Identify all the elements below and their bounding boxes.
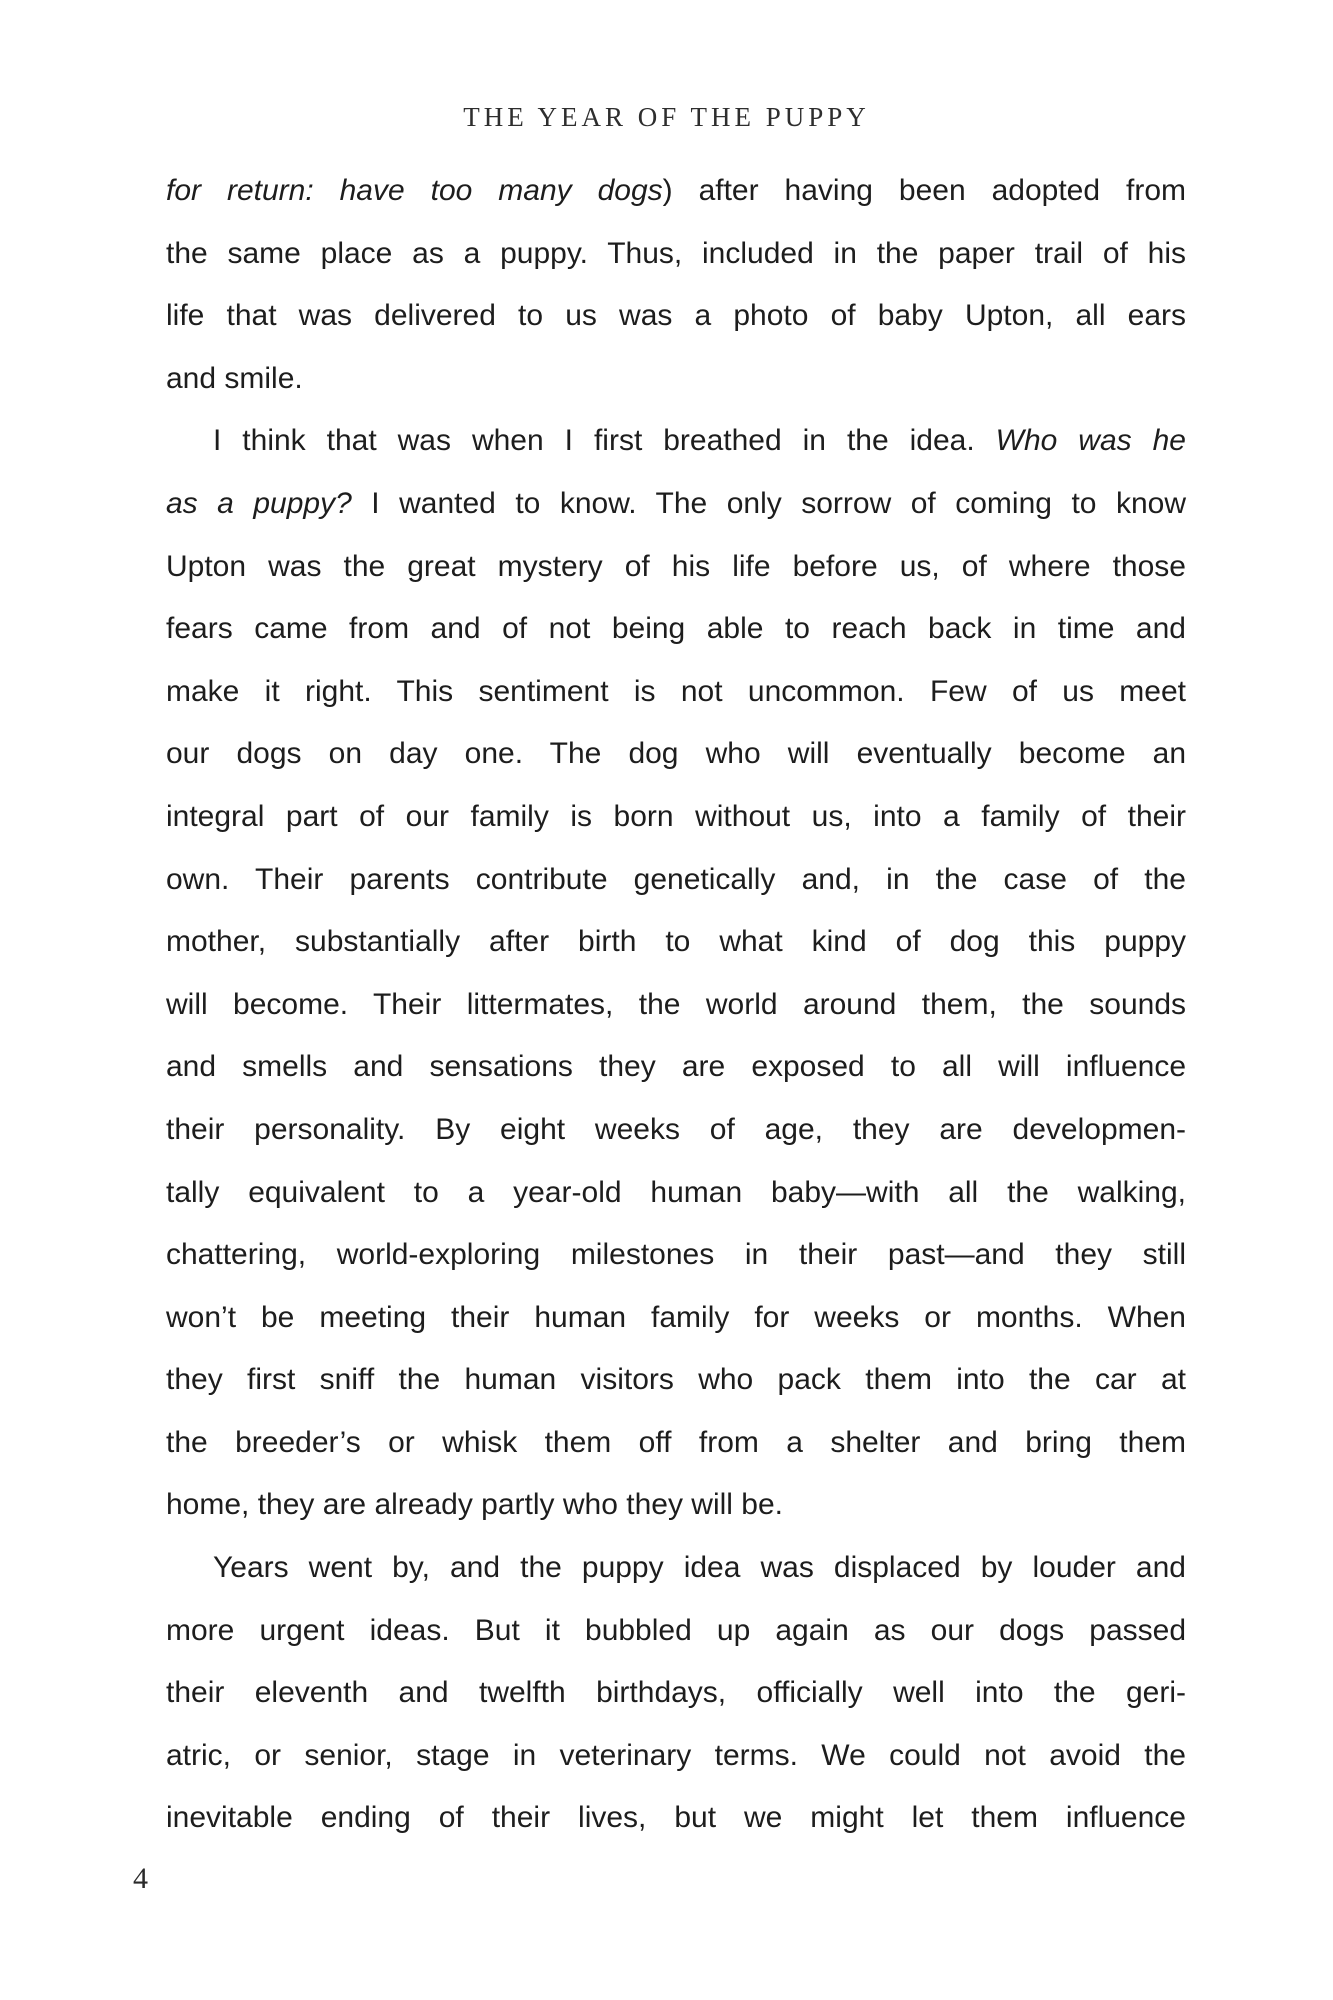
italic-text-segment: Who was he [995,424,1186,458]
body-line [166,661,1186,724]
paragraph [166,160,1186,410]
body-line [166,1474,1186,1537]
text-segment: integral part of our family is born without us, into a family of their [166,799,1186,833]
body-line [166,223,1186,286]
body-line [166,1537,1186,1600]
text-segment: Upton was the great mystery of his life before us, of where those [166,549,1186,583]
paragraph [166,1537,1186,1850]
body-line [166,1600,1186,1663]
text-segment: I think that was when I first breathed in the idea. [213,424,996,458]
text-segment: mother, substantially after birth to what kind of dog this puppy [166,925,1186,959]
paragraph [166,410,1186,1537]
text-segment: home, they are already partly who they will be. [166,1488,783,1522]
text-segment: their personality. By eight weeks of age, they are developmen- [166,1112,1186,1146]
text-segment: inevitable ending of their lives, but we might let them influence [166,1801,1186,1835]
text-segment: make it right. This sentiment is not uncommon. Few of us meet [166,674,1186,708]
body-line [166,1036,1186,1099]
body-line [166,473,1186,536]
body-line [166,1287,1186,1350]
italic-text-segment: for return: have too many dogs [166,174,663,207]
text-segment: they first sniff the human visitors who pack them into the car at [166,1363,1186,1397]
body-line [166,348,1186,411]
text-segment: will become. Their littermates, the world around them, the sounds [166,987,1186,1021]
text-segment: more urgent ideas. But it bubbled up again as our dogs passed [166,1613,1186,1647]
body-line [166,786,1186,849]
body-line [166,160,1186,223]
text-segment: chattering, world-exploring milestones in their past—and they still [166,1238,1186,1272]
italic-text-segment: as a puppy? [166,486,352,520]
text-segment: fears came from and of not being able to reach back in time and [166,612,1186,646]
running-head-title: THE YEAR OF THE PUPPY [463,102,870,132]
text-segment: the same place as a puppy. Thus, included in the paper trail of his [166,236,1186,270]
text-segment: and smells and sensations they are exposed to all will influence [166,1050,1186,1084]
text-segment: I wanted to know. The only sorrow of coming to know [351,486,1186,520]
text-segment: own. Their parents contribute genetically and, in the case of the [166,862,1186,896]
body-line [166,1412,1186,1475]
text-segment: tally equivalent to a year-old human baby—with all the walking, [166,1175,1186,1209]
body-line [166,723,1186,786]
body-line [166,911,1186,974]
text-segment: the breeder’s or whisk them off from a shelter and bring them [166,1425,1186,1459]
text-segment: and smile. [166,361,303,395]
body-line [166,536,1186,599]
text-segment: our dogs on day one. The dog who will eventually become an [166,737,1186,771]
text-segment: ) after having been adopted from [662,174,1186,207]
body-line [166,1099,1186,1162]
body-line [166,1662,1186,1725]
text-segment: Years went by, and the puppy idea was displaced by louder and [213,1551,1186,1585]
text-segment: won’t be meeting their human family for weeks or months. When [166,1300,1186,1334]
body-line [166,1349,1186,1412]
body-line [166,410,1186,473]
body-line [166,974,1186,1037]
body-line [166,285,1186,348]
body-line [166,1787,1186,1850]
body-line [166,849,1186,912]
body-line [166,1725,1186,1788]
body-line [166,598,1186,661]
body-line [166,1224,1186,1287]
text-segment: life that was delivered to us was a photo of baby Upton, all ears [166,299,1186,333]
body-text [166,160,1186,1850]
text-segment: their eleventh and twelfth birthdays, officially well into the geri- [166,1676,1186,1710]
text-segment: atric, or senior, stage in veterinary terms. We could not avoid the [166,1738,1186,1772]
body-line [166,1162,1186,1225]
page-number: 4 [133,1862,148,1895]
